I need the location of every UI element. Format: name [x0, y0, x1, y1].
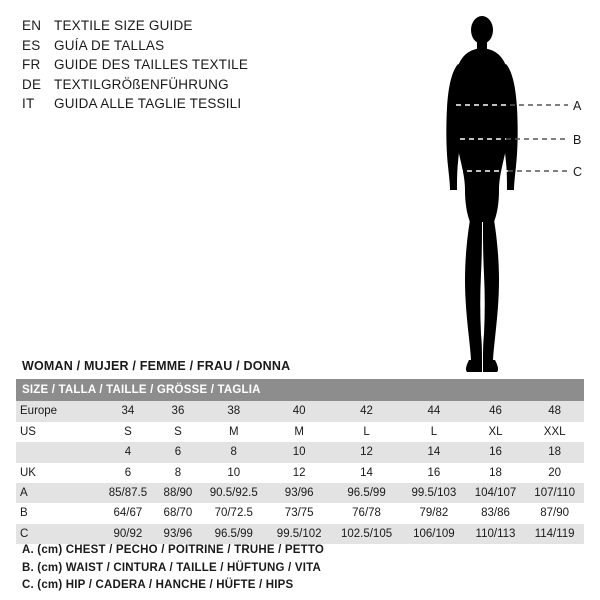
- cell: 106/109: [402, 524, 466, 544]
- cell: XL: [466, 422, 526, 442]
- cell: M: [200, 422, 267, 442]
- cell: 70/72.5: [200, 503, 267, 523]
- cell: 73/75: [267, 503, 331, 523]
- size-table-wrapper: [16, 379, 584, 544]
- language-text-de: TEXTILGRÖßENFÜHRUNG: [54, 76, 229, 92]
- language-text-it: GUIDA ALLE TAGLIE TESSILI: [54, 96, 242, 111]
- cell: 79/82: [402, 503, 466, 523]
- language-code-es: ES: [22, 37, 41, 53]
- row-label: Europe: [16, 401, 100, 421]
- cell: 104/107: [466, 483, 526, 503]
- cell: S: [156, 422, 200, 442]
- cell: 38: [200, 401, 267, 421]
- cell: 68/70: [156, 503, 200, 523]
- table-row: [16, 483, 584, 503]
- language-code-it: IT: [22, 96, 35, 111]
- cell: L: [402, 422, 466, 442]
- cell: 20: [525, 463, 584, 483]
- cell: 6: [156, 442, 200, 462]
- cell: 12: [331, 442, 402, 462]
- row-label: US: [16, 422, 100, 442]
- cell: 44: [402, 401, 466, 421]
- language-code-en: EN: [22, 18, 42, 33]
- cell: 48: [525, 401, 584, 421]
- language-text-en: TEXTILE SIZE GUIDE: [54, 18, 193, 33]
- cell: 34: [100, 401, 156, 421]
- silhouette-icon: [420, 8, 590, 378]
- table-row: [16, 442, 584, 462]
- cell: S: [100, 422, 156, 442]
- cell: 8: [200, 442, 267, 462]
- row-label: [16, 442, 100, 462]
- measure-label-c: C: [573, 165, 583, 179]
- cell: 114/119: [525, 524, 584, 544]
- footnotes-block: [22, 542, 324, 595]
- female-silhouette-figure: [420, 8, 590, 378]
- cell: 12: [267, 463, 331, 483]
- language-code-fr: FR: [22, 57, 41, 72]
- cell: 4: [100, 442, 156, 462]
- cell: 96.5/99: [200, 524, 267, 544]
- language-text-fr: GUIDE DES TAILLES TEXTILE: [54, 57, 249, 72]
- cell: XXL: [525, 422, 584, 442]
- measure-label-a: A: [573, 99, 582, 113]
- cell: 42: [331, 401, 402, 421]
- footnote-a: A. (cm) CHEST / PECHO / POITRINE / TRUHE / PETTO: [22, 544, 325, 556]
- size-table: [16, 379, 584, 544]
- table-row: [16, 401, 584, 421]
- language-text-es: GUÍA DE TALLAS: [54, 37, 165, 53]
- cell: 6: [100, 463, 156, 483]
- row-label: C: [16, 524, 100, 544]
- language-row-en: [22, 16, 322, 36]
- cell: 18: [525, 442, 584, 462]
- section-heading-woman: WOMAN / MUJER / FEMME / FRAU / DONNA: [22, 359, 291, 373]
- cell: 14: [331, 463, 402, 483]
- cell: 10: [200, 463, 267, 483]
- language-title-block: [22, 16, 322, 114]
- cell: 88/90: [156, 483, 200, 503]
- cell: M: [267, 422, 331, 442]
- row-label: B: [16, 503, 100, 523]
- cell: 90/92: [100, 524, 156, 544]
- cell: 10: [267, 442, 331, 462]
- row-label: UK: [16, 463, 100, 483]
- language-row-fr: [22, 55, 322, 75]
- cell: 83/86: [466, 503, 526, 523]
- cell: 99.5/102: [267, 524, 331, 544]
- language-row-es: [22, 36, 322, 56]
- row-label: A: [16, 483, 100, 503]
- cell: 93/96: [267, 483, 331, 503]
- table-row: [16, 503, 584, 523]
- cell: 16: [466, 442, 526, 462]
- cell: 8: [156, 463, 200, 483]
- cell: 102.5/105: [331, 524, 402, 544]
- cell: 85/87.5: [100, 483, 156, 503]
- cell: 16: [402, 463, 466, 483]
- cell: 14: [402, 442, 466, 462]
- cell: 64/67: [100, 503, 156, 523]
- table-header-row: [16, 379, 584, 401]
- cell: 110/113: [466, 524, 526, 544]
- language-row-de: [22, 75, 322, 95]
- cell: L: [331, 422, 402, 442]
- table-row: [16, 463, 584, 483]
- cell: 96.5/99: [331, 483, 402, 503]
- language-code-de: DE: [22, 76, 42, 92]
- cell: 46: [466, 401, 526, 421]
- cell: 40: [267, 401, 331, 421]
- measure-label-b: B: [573, 133, 582, 147]
- cell: 76/78: [331, 503, 402, 523]
- cell: 93/96: [156, 524, 200, 544]
- cell: 36: [156, 401, 200, 421]
- cell: 99.5/103: [402, 483, 466, 503]
- footnote-b: B. (cm) WAIST / CINTURA / TAILLE / HÜFTUNG / VITA: [22, 561, 321, 574]
- cell: 87/90: [525, 503, 584, 523]
- language-row-it: [22, 94, 322, 114]
- table-row: [16, 524, 584, 544]
- footnote-c: C. (cm) HIP / CADERA / HANCHE / HÜFTE / HIPS: [22, 579, 294, 591]
- table-header-label: SIZE / TALLA / TAILLE / GRÖSSE / TAGLIA: [16, 379, 584, 401]
- cell: 18: [466, 463, 526, 483]
- cell: 107/110: [525, 483, 584, 503]
- table-row: [16, 422, 584, 442]
- cell: 90.5/92.5: [200, 483, 267, 503]
